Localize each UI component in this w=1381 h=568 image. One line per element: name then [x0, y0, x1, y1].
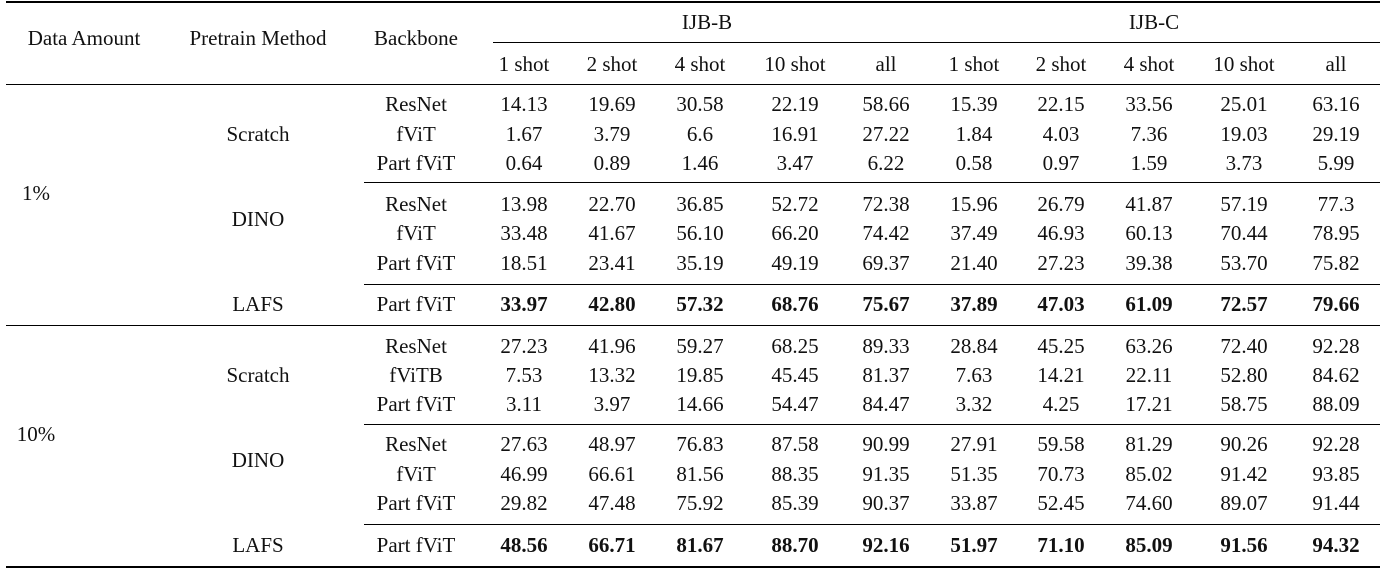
pretrain-method-cell: DINO: [231, 448, 285, 472]
header-subcolumn: 2 shot: [1035, 52, 1087, 76]
pretrain-method-cell: Scratch: [226, 363, 290, 387]
value-cell: 66.71: [588, 533, 636, 557]
value-cell: 3.11: [506, 392, 542, 416]
value-cell: 5.99: [1317, 151, 1355, 175]
value-cell: 7.53: [505, 363, 543, 387]
value-cell: 14.66: [676, 392, 724, 416]
value-cell: 74.60: [1125, 491, 1173, 515]
value-cell: 27.91: [950, 432, 998, 456]
value-cell: 49.19: [771, 251, 819, 275]
pretrain-method-cell: Scratch: [226, 122, 290, 146]
value-cell: 79.66: [1312, 292, 1360, 316]
backbone-cell: Part fViT: [376, 151, 456, 175]
value-cell: 68.25: [771, 334, 819, 358]
value-cell: 6.22: [867, 151, 905, 175]
value-cell: 39.38: [1125, 251, 1173, 275]
value-cell: 0.58: [955, 151, 993, 175]
backbone-cell: ResNet: [385, 92, 447, 116]
value-cell: 90.37: [862, 491, 910, 515]
value-cell: 22.70: [588, 192, 636, 216]
value-cell: 22.11: [1125, 363, 1173, 387]
header-data-amount: Data Amount: [27, 26, 141, 50]
value-cell: 84.62: [1312, 363, 1360, 387]
value-cell: 59.27: [676, 334, 724, 358]
value-cell: 58.75: [1220, 392, 1268, 416]
value-cell: 29.82: [500, 491, 548, 515]
header-subcolumn: all: [1325, 52, 1347, 76]
value-cell: 85.09: [1125, 533, 1173, 557]
table-rule: [364, 284, 1380, 285]
backbone-cell: Part fViT: [376, 533, 456, 557]
value-cell: 90.99: [862, 432, 910, 456]
backbone-cell: Part fViT: [376, 392, 456, 416]
value-cell: 25.01: [1220, 92, 1268, 116]
backbone-cell: fViTB: [389, 363, 443, 387]
value-cell: 81.56: [676, 462, 724, 486]
value-cell: 91.44: [1312, 491, 1360, 515]
value-cell: 70.44: [1220, 221, 1268, 245]
table-rule: [6, 84, 1380, 85]
value-cell: 51.35: [950, 462, 998, 486]
value-cell: 1.84: [955, 122, 993, 146]
value-cell: 0.97: [1042, 151, 1080, 175]
value-cell: 75.82: [1312, 251, 1360, 275]
table-rule: [364, 524, 1380, 525]
backbone-cell: ResNet: [385, 192, 447, 216]
value-cell: 88.70: [771, 533, 819, 557]
value-cell: 93.85: [1312, 462, 1360, 486]
header-pretrain-method: Pretrain Method: [189, 26, 327, 50]
value-cell: 15.39: [950, 92, 998, 116]
header-subcolumn: 10 shot: [764, 52, 826, 76]
value-cell: 26.79: [1037, 192, 1085, 216]
backbone-cell: ResNet: [385, 432, 447, 456]
value-cell: 19.03: [1220, 122, 1268, 146]
header-subcolumn: 4 shot: [1123, 52, 1175, 76]
value-cell: 57.32: [676, 292, 724, 316]
value-cell: 61.09: [1125, 292, 1173, 316]
value-cell: 89.07: [1220, 491, 1268, 515]
value-cell: 36.85: [676, 192, 724, 216]
value-cell: 4.03: [1042, 122, 1080, 146]
value-cell: 37.89: [950, 292, 998, 316]
value-cell: 27.63: [500, 432, 548, 456]
value-cell: 92.16: [862, 533, 910, 557]
header-backbone: Backbone: [374, 26, 458, 50]
value-cell: 30.58: [676, 92, 724, 116]
value-cell: 27.23: [500, 334, 548, 358]
value-cell: 58.66: [862, 92, 910, 116]
value-cell: 7.36: [1130, 122, 1168, 146]
value-cell: 47.03: [1037, 292, 1085, 316]
value-cell: 66.20: [771, 221, 819, 245]
backbone-cell: ResNet: [385, 334, 447, 358]
data-amount-cell: 10%: [16, 422, 56, 446]
value-cell: 60.13: [1125, 221, 1173, 245]
value-cell: 70.73: [1037, 462, 1085, 486]
value-cell: 22.19: [771, 92, 819, 116]
value-cell: 72.38: [862, 192, 910, 216]
table-rule: [493, 42, 1380, 43]
value-cell: 45.25: [1037, 334, 1085, 358]
value-cell: 52.45: [1037, 491, 1085, 515]
header-subcolumn: all: [875, 52, 897, 76]
table-rule: [364, 182, 1380, 183]
value-cell: 46.99: [500, 462, 548, 486]
value-cell: 17.21: [1125, 392, 1173, 416]
value-cell: 1.46: [681, 151, 719, 175]
value-cell: 41.87: [1125, 192, 1173, 216]
value-cell: 91.56: [1220, 533, 1268, 557]
value-cell: 47.48: [588, 491, 636, 515]
value-cell: 57.19: [1220, 192, 1268, 216]
value-cell: 27.22: [862, 122, 910, 146]
value-cell: 16.91: [771, 122, 819, 146]
value-cell: 13.98: [500, 192, 548, 216]
value-cell: 59.58: [1037, 432, 1085, 456]
value-cell: 0.64: [505, 151, 543, 175]
value-cell: 91.35: [862, 462, 910, 486]
header-subcolumn: 1 shot: [948, 52, 1000, 76]
value-cell: 28.84: [950, 334, 998, 358]
value-cell: 22.15: [1037, 92, 1085, 116]
table-rule: [6, 1, 1380, 3]
value-cell: 54.47: [771, 392, 819, 416]
value-cell: 21.40: [950, 251, 998, 275]
value-cell: 85.39: [771, 491, 819, 515]
header-subcolumn: 1 shot: [498, 52, 550, 76]
value-cell: 46.93: [1037, 221, 1085, 245]
pretrain-method-cell: LAFS: [232, 533, 284, 557]
value-cell: 23.41: [588, 251, 636, 275]
value-cell: 85.02: [1125, 462, 1173, 486]
value-cell: 19.69: [588, 92, 636, 116]
value-cell: 0.89: [593, 151, 631, 175]
value-cell: 3.32: [955, 392, 993, 416]
value-cell: 33.97: [500, 292, 548, 316]
value-cell: 13.32: [588, 363, 636, 387]
value-cell: 51.97: [950, 533, 998, 557]
backbone-cell: fViT: [396, 462, 436, 486]
backbone-cell: fViT: [396, 122, 436, 146]
table-rule: [364, 424, 1380, 425]
value-cell: 72.40: [1220, 334, 1268, 358]
value-cell: 88.35: [771, 462, 819, 486]
value-cell: 89.33: [862, 334, 910, 358]
value-cell: 84.47: [862, 392, 910, 416]
value-cell: 68.76: [771, 292, 819, 316]
header-subcolumn: 2 shot: [586, 52, 638, 76]
value-cell: 1.59: [1130, 151, 1168, 175]
backbone-cell: Part fViT: [376, 251, 456, 275]
header-group: IJB-B: [681, 10, 733, 34]
value-cell: 3.97: [593, 392, 631, 416]
value-cell: 77.3: [1317, 192, 1355, 216]
value-cell: 14.13: [500, 92, 548, 116]
value-cell: 66.61: [588, 462, 636, 486]
value-cell: 3.79: [593, 122, 631, 146]
value-cell: 92.28: [1312, 334, 1360, 358]
value-cell: 7.63: [955, 363, 993, 387]
value-cell: 41.67: [588, 221, 636, 245]
value-cell: 1.67: [505, 122, 543, 146]
backbone-cell: Part fViT: [376, 491, 456, 515]
value-cell: 87.58: [771, 432, 819, 456]
pretrain-method-cell: LAFS: [232, 292, 284, 316]
value-cell: 53.70: [1220, 251, 1268, 275]
value-cell: 3.73: [1225, 151, 1263, 175]
value-cell: 52.80: [1220, 363, 1268, 387]
value-cell: 81.37: [862, 363, 910, 387]
value-cell: 4.25: [1042, 392, 1080, 416]
value-cell: 48.97: [588, 432, 636, 456]
value-cell: 18.51: [500, 251, 548, 275]
value-cell: 71.10: [1037, 533, 1085, 557]
value-cell: 63.16: [1312, 92, 1360, 116]
value-cell: 88.09: [1312, 392, 1360, 416]
value-cell: 63.26: [1125, 334, 1173, 358]
value-cell: 52.72: [771, 192, 819, 216]
header-subcolumn: 10 shot: [1213, 52, 1275, 76]
value-cell: 48.56: [500, 533, 548, 557]
pretrain-method-cell: DINO: [231, 207, 285, 231]
value-cell: 91.42: [1220, 462, 1268, 486]
value-cell: 27.23: [1037, 251, 1085, 275]
value-cell: 33.48: [500, 221, 548, 245]
value-cell: 3.47: [776, 151, 814, 175]
value-cell: 90.26: [1220, 432, 1268, 456]
value-cell: 94.32: [1312, 533, 1360, 557]
value-cell: 42.80: [588, 292, 636, 316]
value-cell: 74.42: [862, 221, 910, 245]
table-rule: [6, 325, 1380, 326]
value-cell: 45.45: [771, 363, 819, 387]
value-cell: 29.19: [1312, 122, 1360, 146]
backbone-cell: fViT: [396, 221, 436, 245]
value-cell: 19.85: [676, 363, 724, 387]
value-cell: 41.96: [588, 334, 636, 358]
value-cell: 78.95: [1312, 221, 1360, 245]
value-cell: 75.92: [676, 491, 724, 515]
value-cell: 92.28: [1312, 432, 1360, 456]
value-cell: 37.49: [950, 221, 998, 245]
value-cell: 15.96: [950, 192, 998, 216]
header-group: IJB-C: [1128, 10, 1180, 34]
value-cell: 72.57: [1220, 292, 1268, 316]
value-cell: 81.67: [676, 533, 724, 557]
value-cell: 33.87: [950, 491, 998, 515]
value-cell: 35.19: [676, 251, 724, 275]
value-cell: 33.56: [1125, 92, 1173, 116]
backbone-cell: Part fViT: [376, 292, 456, 316]
value-cell: 6.6: [686, 122, 714, 146]
value-cell: 69.37: [862, 251, 910, 275]
value-cell: 76.83: [676, 432, 724, 456]
value-cell: 81.29: [1125, 432, 1173, 456]
value-cell: 14.21: [1037, 363, 1085, 387]
data-amount-cell: 1%: [22, 181, 50, 205]
value-cell: 56.10: [676, 221, 724, 245]
header-subcolumn: 4 shot: [674, 52, 726, 76]
value-cell: 75.67: [862, 292, 910, 316]
